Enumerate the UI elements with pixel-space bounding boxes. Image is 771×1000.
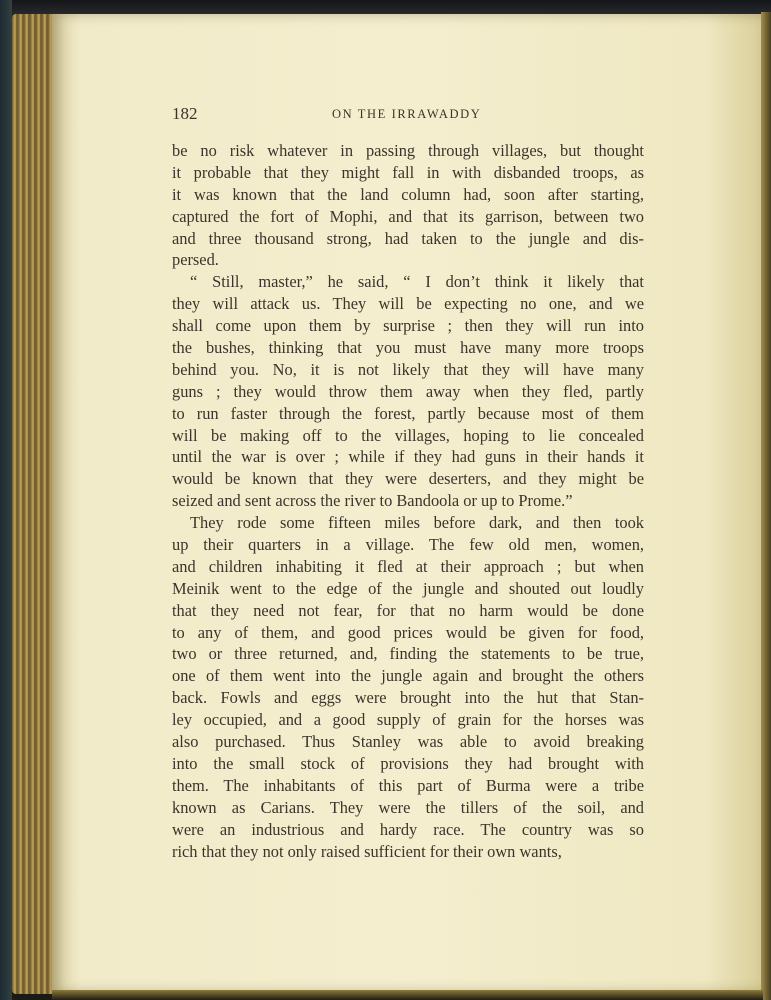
text-line: Meinik went to the edge of the jungle and shouted out loudly (172, 578, 644, 598)
page-number: 182 (172, 104, 198, 123)
body-text (172, 140, 644, 862)
text-line: one of them went into the jungle again and brought the others (172, 666, 644, 686)
text-line: ley occupied, and a good supply of grain for the horses was (172, 710, 644, 730)
text-line: and three thousand strong, had taken to the jungle and dis- (172, 228, 644, 248)
text-line: be no risk whatever in passing through villages, but thought (172, 141, 644, 160)
text-line: it probable that they might fall in with disbanded troops, as (172, 162, 644, 182)
text-line: rich that they not only raised sufficient for their own wants, (172, 841, 562, 861)
text-line: to any of them, and good prices would be given for food, (172, 622, 644, 642)
text-line: would be known that they were deserters, and they might be (172, 469, 644, 489)
text-line: They rode some fifteen miles before dark, and then took (190, 513, 644, 533)
text-line: behind you. No, it is not likely that they will have many (172, 359, 644, 379)
text-line: “ Still, master,” he said, “ I don’t think it likely that (190, 272, 644, 292)
text-line: will be making off to the villages, hoping to lie concealed (172, 425, 644, 445)
text-line: they will attack us. They will be expecting no one, and we (172, 294, 644, 314)
page-header (172, 104, 644, 126)
text-line: it was known that the land column had, soon after starting, (172, 184, 644, 204)
text-line: persed. (172, 250, 219, 270)
page-edges (12, 14, 56, 994)
text-line: guns ; they would throw them away when they fled, partly (172, 381, 644, 401)
text-line: to run faster through the forest, partly because most of them (172, 403, 644, 423)
text-line: up their quarters in a village. The few old men, women, (172, 535, 644, 555)
text-line: known as Carians. They were the tillers of the soil, and (172, 797, 644, 817)
page-right-edge (761, 12, 771, 1000)
text-line: that they need not fear, for that no harm would be done (172, 600, 644, 620)
text-line: captured the fort of Mophi, and that its garrison, between two (172, 206, 644, 226)
book-cover-spine (0, 0, 12, 1000)
text-line: two or three returned, and, finding the statements to be true, (172, 644, 644, 664)
text-line: also purchased. Thus Stanley was able to avoid breaking (172, 732, 644, 752)
text-line: and children inhabiting it fled at their approach ; but when (172, 556, 644, 576)
text-line: back. Fowls and eggs were brought into the hut that Stan- (172, 688, 644, 708)
text-line: shall come upon them by surprise ; then they will run into (172, 316, 644, 336)
text-line: the bushes, thinking that you must have many more troops (172, 338, 644, 358)
text-line: them. The inhabitants of this part of Burma were a tribe (172, 775, 644, 795)
text-line: into the small stock of provisions they had brought with (172, 753, 644, 773)
text-line: until the war is over ; while if they had guns in their hands it (172, 447, 644, 467)
running-head: ON THE IRRAWADDY (332, 107, 482, 121)
page-bottom-edge (52, 990, 763, 1000)
text-line: seized and sent across the river to Bandoola or up to Prome.” (172, 491, 573, 511)
text-line: were an industrious and hardy race. The country was so (172, 819, 644, 839)
